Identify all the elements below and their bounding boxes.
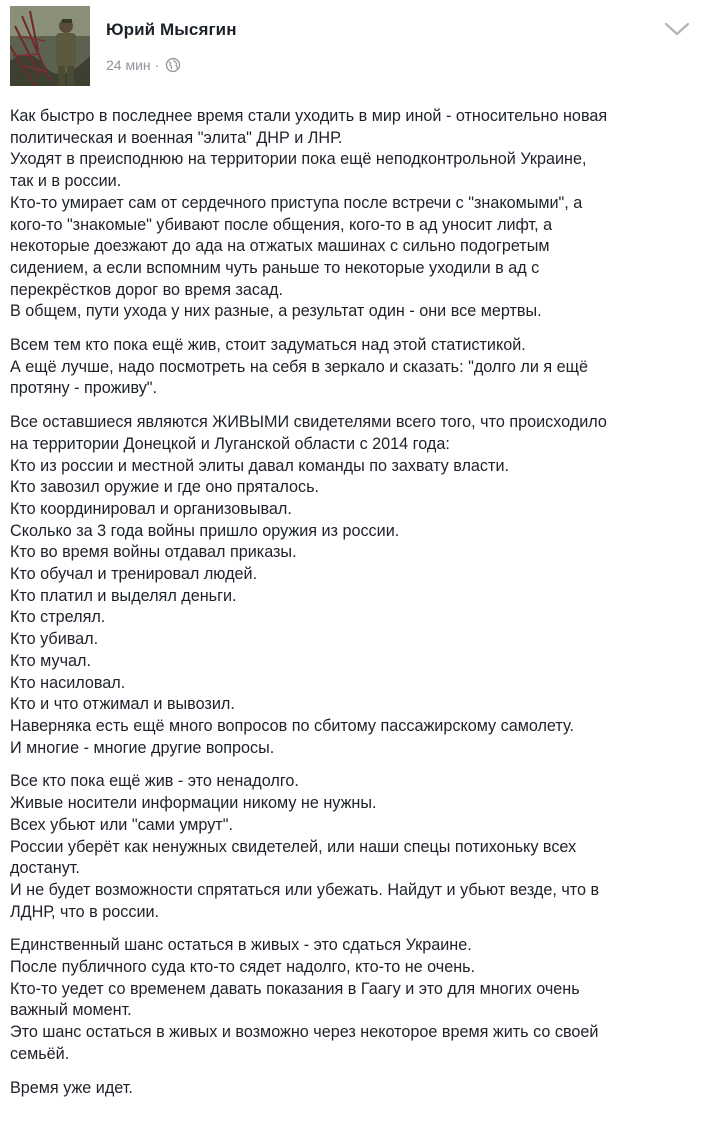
chevron-down-icon[interactable]	[664, 20, 690, 38]
post-text-line: Кто и что отжимал и вывозил.	[10, 695, 235, 714]
globe-icon[interactable]	[165, 57, 181, 73]
post-text-line: кого-то "знакомые" убивают после общения, кого-то в ад уносит лифт, а	[10, 215, 553, 234]
post-text-line: Кто из россии и местной элиты давал команды по захвату власти.	[10, 456, 509, 475]
post-text-line: Кто координировал и организовывал.	[10, 499, 292, 518]
post-text-line: Кто завозил оружие и где оно пряталось.	[10, 478, 320, 497]
post-text-line: Это шанс остаться в живых и возможно через некоторое время жить со своей	[10, 1023, 599, 1042]
post-text-line: протяну - проживу".	[10, 379, 158, 398]
post-text-line: Кто платил и выделял деньги.	[10, 586, 237, 605]
post-text-line: Время уже идет.	[10, 1078, 133, 1097]
post-text-line: Кто-то умирает сам от сердечного приступа после встречи с "знакомыми", а	[10, 193, 583, 212]
post-paragraph	[10, 335, 696, 400]
post-text-line: Уходят в преисподнюю на территории пока ещё неподконтрольной Украине,	[10, 150, 587, 169]
author-name[interactable]: Юрий Мысягин	[106, 20, 237, 39]
meta-separator: ·	[154, 57, 160, 73]
post-text-line: политическая и военная "элита" ДНР и ЛНР.	[10, 128, 343, 147]
post-text-line: некоторые доезжают до ада на отжатых машинах с сильно подогретым	[10, 237, 550, 256]
post-paragraph	[10, 412, 696, 759]
post-text-line: Единственный шанс остаться в живых - это сдаться Украине.	[10, 936, 472, 955]
post-text-line: Все кто пока ещё жив - это ненадолго.	[10, 772, 299, 791]
post-text-line: И не будет возможности спрятаться или убежать. Найдут и убьют везде, что в	[10, 880, 600, 899]
post-text-line: В общем, пути ухода у них разные, а результат один - они все мертвы.	[10, 302, 542, 321]
post-text-line: Всех убьют или "сами умрут".	[10, 815, 233, 834]
post-text-line: семьёй.	[10, 1044, 70, 1063]
post-text-line: важный момент.	[10, 1001, 132, 1020]
post-text-line: Кто убивал.	[10, 630, 99, 649]
post-text-line: Кто насиловал.	[10, 673, 126, 692]
post-text-line: на территории Донецкой и Луганской области с 2014 года:	[10, 434, 450, 453]
post-text-line: Кто-то уедет со временем давать показания в Гаагу и это для многих очень	[10, 979, 580, 998]
post-text-line: ЛДНР, что в россии.	[10, 902, 160, 921]
post-text-line: Кто мучал.	[10, 651, 91, 670]
post-text-line: Кто во время войны отдавал приказы.	[10, 543, 297, 562]
post-paragraph	[10, 106, 696, 323]
avatar-photo	[10, 6, 90, 86]
avatar[interactable]	[10, 6, 90, 86]
post-text-line: перекрёстков дорог во время засад.	[10, 280, 283, 299]
post-paragraph	[10, 771, 696, 923]
post-text-line: Сколько за 3 года войны пришло оружия из россии.	[10, 521, 400, 540]
post-text-line: Живые носители информации никому не нужны.	[10, 794, 377, 813]
post-text-line: После публичного суда кто-то сядет надолго, кто-то не очень.	[10, 958, 476, 977]
post-text-line: А ещё лучше, надо посмотреть на себя в зеркало и сказать: "долго ли я ещё	[10, 357, 588, 376]
post-text-line: Кто стрелял.	[10, 608, 106, 627]
post-text-line: Кто обучал и тренировал людей.	[10, 565, 258, 584]
post-text-line: сидением, а если вспомним чуть раньше то некоторые уходили в ад с	[10, 258, 540, 277]
post-text-line: Как быстро в последнее время стали уходить в мир иной - относительно новая	[10, 107, 608, 125]
post-text-line: И многие - многие другие вопросы.	[10, 738, 275, 757]
post-text-line: так и в россии.	[10, 172, 122, 191]
post-paragraph	[10, 1078, 696, 1100]
post-text-line: России уберёт как ненужных свидетелей, или наши спецы потихоньку всех	[10, 837, 577, 856]
post-body	[10, 106, 696, 1111]
post-header	[0, 0, 710, 96]
post-meta	[106, 56, 181, 74]
timestamp[interactable]: 24 мин	[106, 57, 151, 73]
post-paragraph	[10, 935, 696, 1065]
post-text-line: Все оставшиеся являются ЖИВЫМИ свидетелями всего того, что происходило	[10, 413, 607, 432]
post-text-line: достанут.	[10, 859, 80, 878]
post-text-line: Всем тем кто пока ещё жив, стоит задуматься над этой статистикой.	[10, 336, 526, 355]
post-text-line: Наверняка есть ещё много вопросов по сбитому пассажирскому самолету.	[10, 716, 574, 735]
